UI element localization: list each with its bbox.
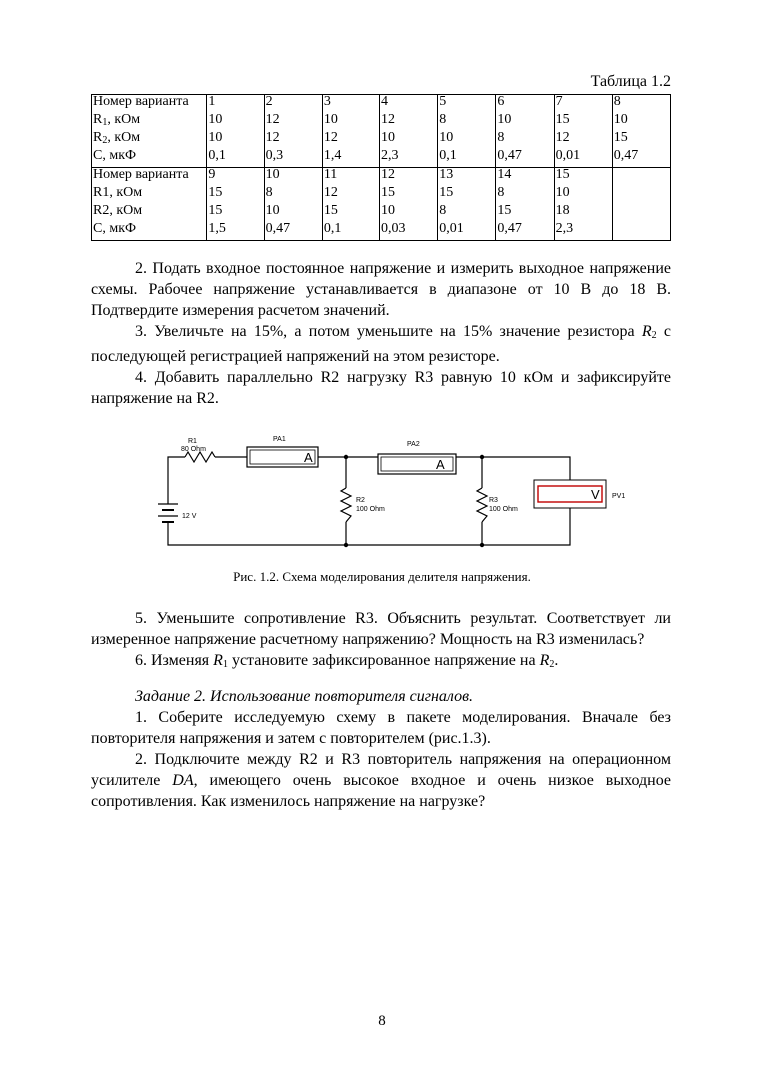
paragraph-3: 3. Увеличьте на 15%, а потом уменьшите на 15% значение резистора $R_2$ с последующей регистрацией напряжений на этом резисторе. <box>91 323 671 365</box>
table-cell: 10 <box>380 204 438 222</box>
table-cell: 7 <box>554 95 612 114</box>
table-row-label: R2, кОм <box>92 204 207 222</box>
table-cell: 15 <box>612 131 670 149</box>
table-cell: 0,1 <box>438 149 496 168</box>
table-cell: 15 <box>554 113 612 131</box>
table-cell: 8 <box>264 186 322 204</box>
table-cell: 0,47 <box>496 222 554 241</box>
r2-name-label: R2 <box>356 497 365 504</box>
table-cell: 15 <box>438 186 496 204</box>
table-cell: 10 <box>380 131 438 149</box>
table-cell: 12 <box>554 131 612 149</box>
resistor-r2-symbol <box>341 488 351 522</box>
task-2-step-2: 2. Подключите между R2 и R3 повторитель напряжения на операционном усилителе DA, имеющего очень высокое входное и очень низкое выходное сопротивления. Как изменилось напряжение на нагрузке? <box>91 751 671 810</box>
table-row-label: R1, кОм <box>92 186 207 204</box>
pv1-label: PV1 <box>612 493 626 500</box>
table-cell: 5 <box>438 95 496 114</box>
paragraph-4: 4. Добавить параллельно R2 нагрузку R3 равную 10 кОм и зафиксируйте напряжение на R2. <box>91 369 671 407</box>
table-cell: 15 <box>322 204 379 222</box>
table-cell: 2,3 <box>380 149 438 168</box>
table-row <box>92 222 671 241</box>
table-cell: 0,01 <box>554 149 612 168</box>
table-cell: 0,47 <box>612 149 670 168</box>
table-row <box>92 149 671 168</box>
table-row <box>92 131 671 149</box>
table-cell: 8 <box>438 113 496 131</box>
page-number: 8 <box>378 1013 386 1029</box>
svg-text:V: V <box>591 487 600 502</box>
table-row-label: Номер варианта <box>92 95 207 114</box>
battery-label: 12 V <box>182 513 197 520</box>
table-cell: 15 <box>496 204 554 222</box>
table-row-label: $R_2$, кОм <box>92 131 207 149</box>
table-row-label: С, мкФ <box>92 149 207 168</box>
table-cell: 8 <box>496 131 554 149</box>
r1-value-label: 80 Ohm <box>181 446 206 453</box>
table-cell: 9 <box>207 168 264 187</box>
table-cell: 12 <box>322 186 379 204</box>
parameters-table <box>91 94 671 241</box>
table-cell: 10 <box>264 168 322 187</box>
pa1-label: PA1 <box>273 436 286 443</box>
circuit-diagram <box>150 430 630 555</box>
table-cell: 10 <box>612 113 670 131</box>
table-cell: 4 <box>380 95 438 114</box>
table-cell: 12 <box>322 131 379 149</box>
table-cell: 15 <box>207 186 264 204</box>
table-cell: 15 <box>554 168 612 187</box>
table-row-label: С, мкФ <box>92 222 207 241</box>
table-cell: 10 <box>496 113 554 131</box>
task-2-heading: Задание 2. Использование повторителя сигналов. <box>135 688 474 705</box>
table-cell: 18 <box>554 204 612 222</box>
table-cell: 11 <box>322 168 379 187</box>
table-row <box>92 113 671 131</box>
table-cell: 15 <box>380 186 438 204</box>
table-cell: 10 <box>554 186 612 204</box>
svg-text:A: A <box>304 450 313 465</box>
table-cell: 0,47 <box>264 222 322 241</box>
table-cell: 8 <box>612 95 670 114</box>
resistor-r3-symbol <box>477 488 487 522</box>
instructions-bottom <box>91 608 671 812</box>
table-row <box>92 204 671 222</box>
table-cell: 0,03 <box>380 222 438 241</box>
task-2-step-1: 1. Соберите исследуемую схему в пакете моделирования. Вначале без повторителя напряжения и затем с повторителем (рис.1.3). <box>91 709 671 747</box>
table-cell: 10 <box>207 131 264 149</box>
table-cell: 1,5 <box>207 222 264 241</box>
r1-name-label: R1 <box>188 438 197 445</box>
table-cell: 12 <box>380 113 438 131</box>
pa2-label: PA2 <box>407 441 420 448</box>
table-cell: 8 <box>438 204 496 222</box>
table-cell: 3 <box>322 95 379 114</box>
table-cell: 12 <box>380 168 438 187</box>
table-cell: 15 <box>207 204 264 222</box>
r3-name-label: R3 <box>489 497 498 504</box>
table-row <box>92 95 671 114</box>
table-cell: 10 <box>264 204 322 222</box>
table-cell: 10 <box>438 131 496 149</box>
table-cell: 10 <box>322 113 379 131</box>
table-row <box>92 168 671 187</box>
resistor-r1-symbol <box>185 452 215 462</box>
paragraph-6: 6. Изменяя $R_1$ установите зафиксированное напряжение на $R_2$. <box>135 652 559 670</box>
table-cell: 6 <box>496 95 554 114</box>
table-cell: 2,3 <box>554 222 612 241</box>
table-cell: 14 <box>496 168 554 187</box>
table-cell: 0,01 <box>438 222 496 241</box>
table-cell: 1 <box>207 95 264 114</box>
table-cell: 12 <box>264 113 322 131</box>
table-cell: 13 <box>438 168 496 187</box>
table-cell: 8 <box>496 186 554 204</box>
table-empty-cell <box>612 168 670 241</box>
table-row-label: $R_1$, кОм <box>92 113 207 131</box>
r3-value-label: 100 Ohm <box>489 506 518 513</box>
table-row <box>92 186 671 204</box>
r2-value-label: 100 Ohm <box>356 506 385 513</box>
table-cell: 12 <box>264 131 322 149</box>
ammeter-pa2 <box>378 454 456 474</box>
paragraph-2: 2. Подать входное постоянное напряжение и измерить выходное напряжение схемы. Рабочее напряжение устанавливается в диапазоне от 10 В до 18 В. Подтвердите измерения расчетом значений. <box>91 260 671 319</box>
svg-text:A: A <box>436 457 445 472</box>
table-cell: 10 <box>207 113 264 131</box>
instructions-top <box>91 258 671 409</box>
table-cell: 0,3 <box>264 149 322 168</box>
table-caption: Таблица 1.2 <box>590 73 671 90</box>
table-row-label: Номер варианта <box>92 168 207 187</box>
ammeter-pa1 <box>247 447 318 467</box>
figure-caption: Рис. 1.2. Схема моделирования делителя напряжения. <box>233 569 531 584</box>
table-cell: 0,1 <box>207 149 264 168</box>
table-cell: 1,4 <box>322 149 379 168</box>
table-cell: 0,1 <box>322 222 379 241</box>
voltmeter-pv1 <box>534 480 606 508</box>
paragraph-5: 5. Уменьшите сопротивление R3. Объяснить результат. Соответствует ли измеренное напряжение расчетному напряжению? Мощность на R3 изменилась? <box>91 610 671 648</box>
table-cell: 2 <box>264 95 322 114</box>
table-cell: 0,47 <box>496 149 554 168</box>
